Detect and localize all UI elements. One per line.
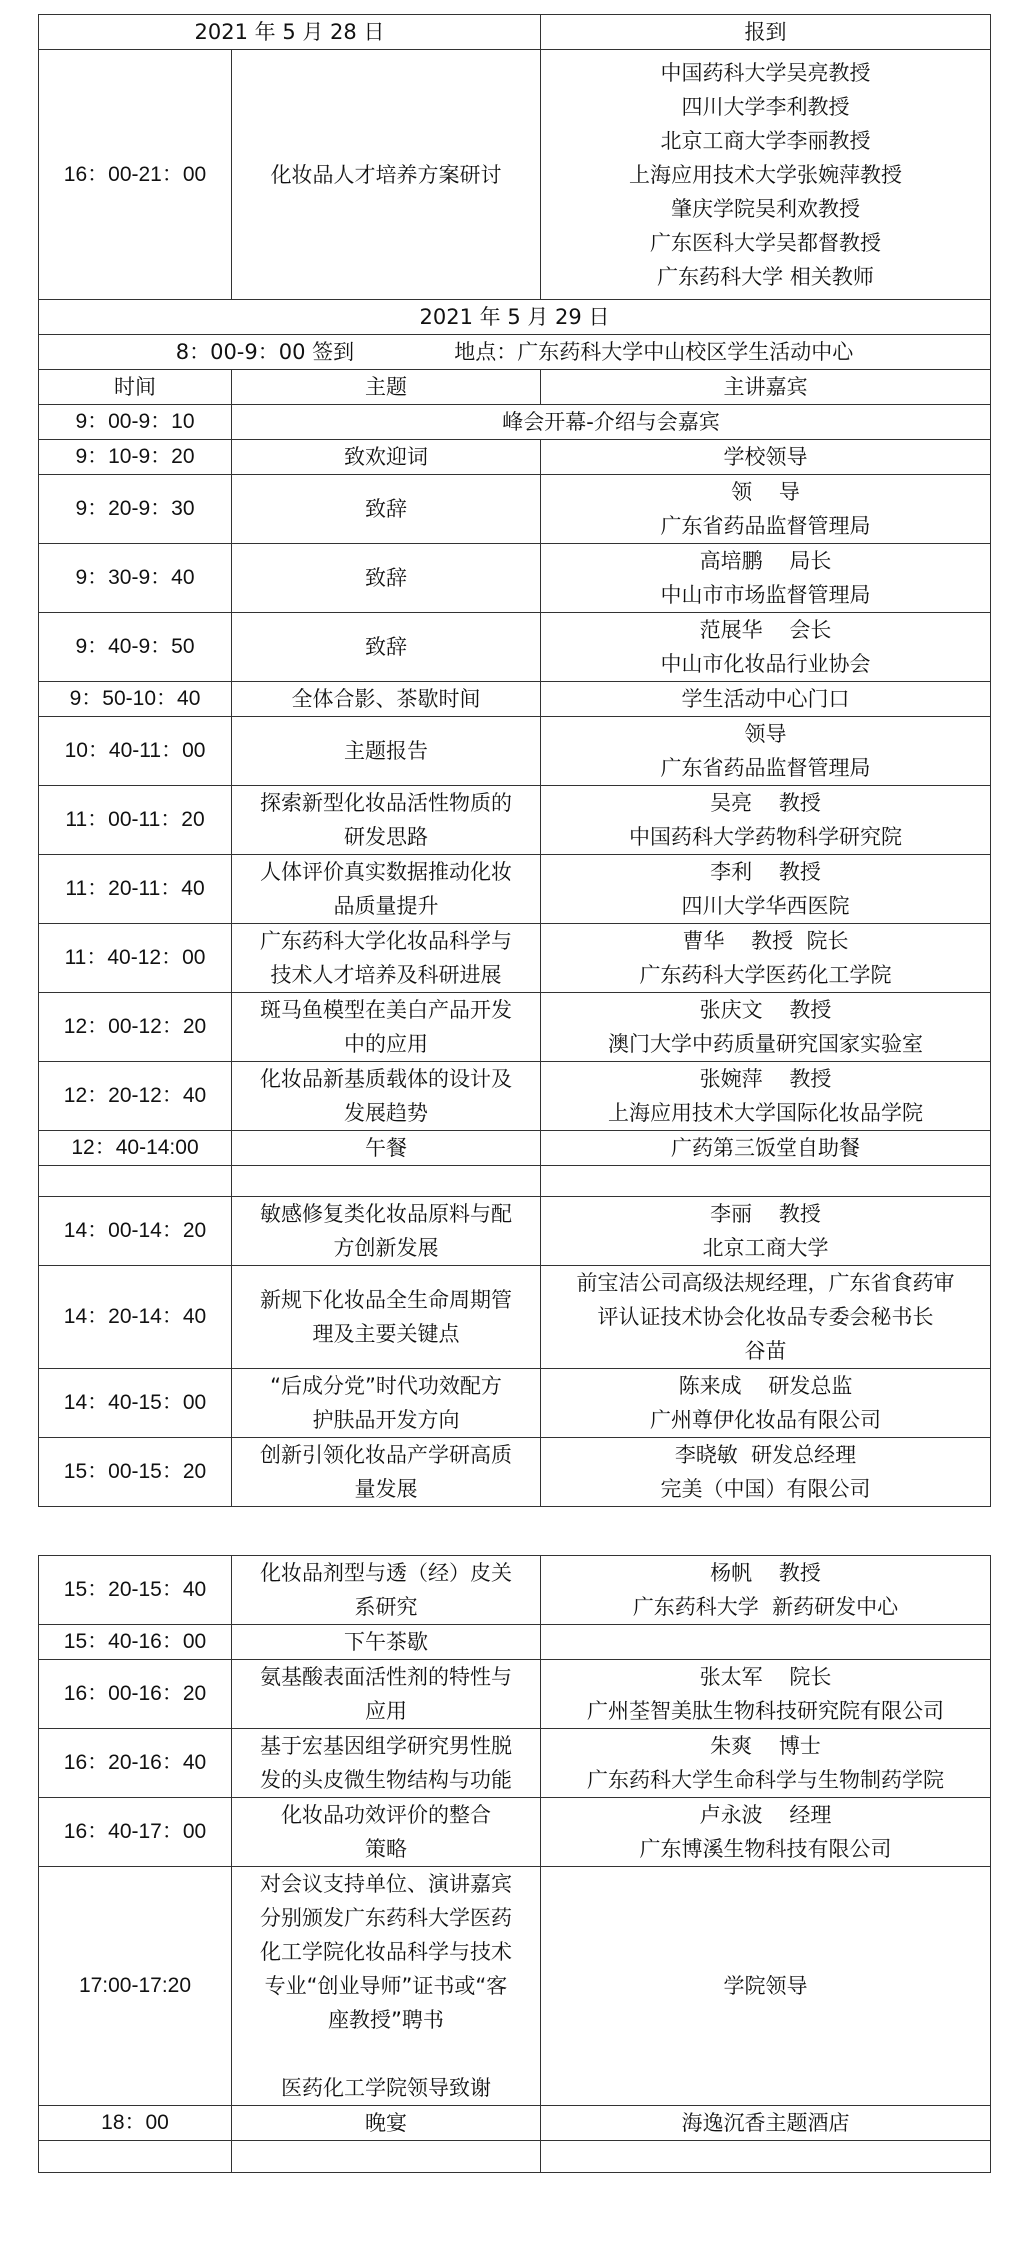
speaker-line: 上海应用技术大学张婉萍教授 [629,162,902,187]
row-speaker-line: 范展华 会长 [699,618,832,642]
row-time: 12：20-12：40 [39,1062,232,1131]
row-topic [232,2106,541,2141]
row-speaker-line: 广东省药品监督管理局 [660,756,871,780]
day1-session-speakers [541,50,991,300]
day1-date: 2021 年 5 月 28 日 [39,15,541,50]
row-topic-line: 理及主要关键点 [312,1322,460,1346]
row-topic [232,1798,541,1867]
row-speaker-line: 广东药科大学医药化工学院 [639,963,892,987]
row-topic-line: 化妆品功效评价的整合 [281,1803,491,1827]
row-speaker-line: 李晓敏 研发总经理 [674,1443,857,1467]
row-time: 16：40-17：00 [39,1798,232,1867]
row-topic-line: 专业“创业导师”证书或“客 [264,1974,508,1998]
row-time: 10：40-11：00 [39,717,232,786]
row-speaker [541,1131,991,1166]
schedule-row [39,1131,991,1166]
row-speaker [541,2141,991,2173]
row-time [39,1166,232,1197]
row-topic-line: 探索新型化妆品活性物质的 [260,791,512,815]
schedule-row [39,717,991,786]
row-speaker-line: 上海应用技术大学国际化妆品学院 [608,1101,923,1125]
row-speaker [541,1729,991,1798]
row-speaker-line: 澳门大学中药质量研究国家实验室 [608,1032,923,1056]
row-topic-line: 氨基酸表面活性剂的特性与 [260,1665,512,1689]
row-topic [232,1369,541,1438]
row-topic [232,544,541,613]
row-speaker-line: 卢永波 经理 [699,1803,832,1827]
row-speaker-line: 中国药科大学药物科学研究院 [629,825,902,849]
schedule-row [39,1369,991,1438]
row-topic [232,613,541,682]
schedule-row [39,786,991,855]
row-topic [232,717,541,786]
row-time: 15：00-15：20 [39,1438,232,1507]
row-speaker [541,1166,991,1197]
row-topic-line: 护肤品开发方向 [312,1408,460,1432]
row-speaker-line: 领导 [744,722,787,746]
row-speaker [541,1660,991,1729]
day1-session-time: 16：00-21：00 [39,50,232,300]
row-topic [232,786,541,855]
schedule-row [39,440,991,475]
row-topic-line: 午餐 [365,1136,407,1160]
row-speaker-line: 高培鹏 局长 [699,549,832,573]
row-topic-line: 品质量提升 [333,894,439,918]
row-topic [232,475,541,544]
schedule-row [39,855,991,924]
schedule-row [39,1197,991,1266]
row-speaker-line: 广州尊伊化妆品有限公司 [650,1408,881,1432]
row-topic-line: 分别颁发广东药科大学医药 [260,1906,512,1930]
row-topic [232,1062,541,1131]
header-time: 时间 [39,370,232,405]
row-time: 9：30-9：40 [39,544,232,613]
row-topic-line: 下午茶歇 [344,1630,428,1654]
schedule-row [39,1266,991,1369]
row-time: 14：00-14：20 [39,1197,232,1266]
speaker-line: 四川大学李利教授 [681,94,850,119]
row-speaker [541,475,991,544]
row-speaker [541,544,991,613]
schedule-row [39,475,991,544]
row-speaker-line: 吴亮 教授 [710,791,821,815]
row-topic [232,1660,541,1729]
schedule-row [39,924,991,993]
row-topic-line: 化妆品剂型与透（经）皮关 [260,1561,512,1585]
row-speaker [541,717,991,786]
schedule-row [39,1867,991,2106]
row-speaker [541,682,991,717]
row-topic-line: 策略 [365,1837,407,1861]
row-topic-line: “后成分党”时代功效配方 [270,1374,502,1398]
row-time: 14：20-14：40 [39,1266,232,1369]
row-topic [232,924,541,993]
row-topic [232,1197,541,1266]
row-topic [232,1867,541,2106]
row-topic-line: 创新引领化妆品产学研高质 [260,1443,512,1467]
row-speaker [541,440,991,475]
row-time: 11：00-11：20 [39,786,232,855]
row-speaker-line: 张庆文 教授 [699,998,832,1022]
row-topic-line: 方创新发展 [333,1236,439,1260]
row-topic-line: 座教授”聘书 [328,2008,444,2032]
row-topic-line: 主题报告 [344,739,428,763]
row-speaker-line: 陈来成 研发总监 [678,1374,853,1398]
row-speaker [541,1798,991,1867]
row-speaker-line: 四川大学华西医院 [681,894,850,918]
row-topic-line: 新规下化妆品全生命周期管 [260,1288,512,1312]
row-topic-line: 技术人才培养及科研进展 [270,963,502,987]
row-time: 11：20-11：40 [39,855,232,924]
row-topic-line: 人体评价真实数据推动化妆 [260,860,512,884]
row-time: 16：20-16：40 [39,1729,232,1798]
row-topic [232,1556,541,1625]
row-speaker [541,1062,991,1131]
schedule-row [39,544,991,613]
row-topic [232,1266,541,1369]
row-topic [232,682,541,717]
row-speaker-line: 广东药科大学生命科学与生物制药学院 [587,1768,944,1792]
day1-registration: 报到 [541,15,991,50]
row-speaker-line: 广州荃智美肽生物科技研究院有限公司 [587,1699,944,1723]
row-topic [232,855,541,924]
day2-signin-location: 8：00-9：00 签到 地点：广东药科大学中山校区学生活动中心 [39,335,991,370]
row-topic [232,1131,541,1166]
schedule-row [39,1729,991,1798]
row-speaker [541,1867,991,2106]
row-speaker [541,1266,991,1369]
row-topic-line: 致欢迎词 [344,445,428,469]
row-speaker [541,2106,991,2141]
row-speaker [541,855,991,924]
schedule-table-page-2 [38,1555,991,2173]
row-speaker-line: 李利 教授 [710,860,821,884]
row-topic-line: 全体合影、茶歇时间 [291,687,481,711]
row-speaker-line: 李丽 教授 [710,1202,821,1226]
row-topic-line: 对会议支持单位、演讲嘉宾 [260,1872,512,1896]
row-topic-line: 广东药科大学化妆品科学与 [260,929,512,953]
schedule-row [39,2106,991,2141]
row-speaker-line: 学校领导 [723,445,808,469]
schedule-row [39,2141,991,2173]
row-time: 15：20-15：40 [39,1556,232,1625]
row-speaker [541,1369,991,1438]
schedule-table-page-1 [38,14,991,1507]
row-speaker-line: 张婉萍 教授 [699,1067,832,1091]
schedule-row [39,1556,991,1625]
row-speaker-line: 北京工商大学 [702,1236,829,1260]
schedule-row [39,613,991,682]
row-time: 9：50-10：40 [39,682,232,717]
row-speaker-line: 中山市化妆品行业协会 [660,652,871,676]
row-speaker [541,924,991,993]
schedule-row [39,993,991,1062]
row-time: 12：40-14:00 [39,1131,232,1166]
row-topic-line: 发展趋势 [344,1101,428,1125]
schedule-row [39,1438,991,1507]
row-topic-line: 量发展 [354,1477,418,1501]
row-time: 9：10-9：20 [39,440,232,475]
row-topic [232,440,541,475]
row-time: 16：00-16：20 [39,1660,232,1729]
row-speaker-line: 学院领导 [723,1974,808,1998]
row-speaker-line: 评认证技术协会化妆品专委会秘书长 [597,1305,934,1329]
row-speaker [541,1197,991,1266]
speaker-line: 北京工商大学李丽教授 [660,128,871,153]
row-topic-line [236,2037,536,2071]
row-time: 17:00-17:20 [39,1867,232,2106]
row-topic-line: 研发思路 [344,825,428,849]
row-time: 12：00-12：20 [39,993,232,1062]
row-time: 18：00 [39,2106,232,2141]
row-speaker [541,993,991,1062]
schedule-row [39,1660,991,1729]
row-speaker-line: 张太军 院长 [699,1665,832,1689]
row-speaker-line: 领 导 [731,480,800,504]
schedule-row [39,1166,991,1197]
row-speaker-line: 学生活动中心门口 [681,687,850,711]
schedule-row [39,1798,991,1867]
row-time: 14：40-15：00 [39,1369,232,1438]
row-topic [232,1625,541,1660]
row-topic [232,1729,541,1798]
row-topic-line: 中的应用 [344,1032,428,1056]
day2-date: 2021 年 5 月 29 日 [39,300,991,335]
row-speaker-line: 海逸沉香主题酒店 [681,2111,850,2135]
row-speaker-line: 广东省药品监督管理局 [660,514,871,538]
row-speaker [541,1625,991,1660]
speaker-line: 肇庆学院吴利欢教授 [671,196,860,221]
row-time: 15：40-16：00 [39,1625,232,1660]
schedule-row [39,1062,991,1131]
schedule-row [39,682,991,717]
row-topic [232,993,541,1062]
header-speaker: 主讲嘉宾 [541,370,991,405]
day1-session-topic: 化妆品人才培养方案研讨 [232,50,541,300]
opening-time: 9：00-9：10 [39,405,232,440]
row-speaker-line: 广东博溪生物科技有限公司 [639,1837,892,1861]
speaker-line: 广东药科大学 相关教师 [657,264,874,289]
row-topic-line: 基于宏基因组学研究男性脱 [260,1734,512,1758]
row-speaker-line: 中山市市场监督管理局 [660,583,871,607]
row-time [39,2141,232,2173]
row-speaker-line: 完美（中国）有限公司 [660,1477,871,1501]
row-topic [232,2141,541,2173]
row-topic-line: 斑马鱼模型在美白产品开发 [260,998,512,1022]
row-topic-line: 敏感修复类化妆品原料与配 [260,1202,512,1226]
row-time: 11：40-12：00 [39,924,232,993]
row-speaker [541,786,991,855]
row-speaker-line: 曹华 教授 院长 [682,929,849,953]
row-topic-line: 致辞 [365,497,407,521]
row-topic [232,1166,541,1197]
row-topic [232,1438,541,1507]
row-speaker-line: 广东药科大学 新药研发中心 [632,1595,899,1619]
row-speaker-line: 广药第三饭堂自助餐 [671,1136,860,1160]
row-time: 9：20-9：30 [39,475,232,544]
row-speaker-line: 谷苗 [744,1339,787,1363]
row-topic-line: 系研究 [354,1595,418,1619]
speaker-line: 广东医科大学吴都督教授 [650,230,881,255]
row-time: 9：40-9：50 [39,613,232,682]
row-topic-line: 致辞 [365,566,407,590]
schedule-row [39,1625,991,1660]
row-speaker-line: 杨帆 教授 [710,1561,821,1585]
row-speaker-line: 朱爽 博士 [710,1734,821,1758]
row-speaker [541,1438,991,1507]
row-speaker-line: 前宝洁公司高级法规经理，广东省食药审 [576,1271,955,1295]
speaker-line: 中国药科大学吴亮教授 [660,60,871,85]
row-topic-line: 发的头皮微生物结构与功能 [260,1768,512,1792]
row-topic-line: 化妆品新基质载体的设计及 [260,1067,512,1091]
row-topic-line: 晚宴 [365,2111,407,2135]
row-topic-line: 化工学院化妆品科学与技术 [260,1940,512,1964]
row-topic-line: 应用 [365,1699,407,1723]
row-topic-line: 致辞 [365,635,407,659]
row-speaker [541,1556,991,1625]
row-topic-line: 医药化工学院领导致谢 [281,2076,491,2100]
row-speaker [541,613,991,682]
opening-topic: 峰会开幕-介绍与会嘉宾 [232,405,991,440]
header-topic: 主题 [232,370,541,405]
